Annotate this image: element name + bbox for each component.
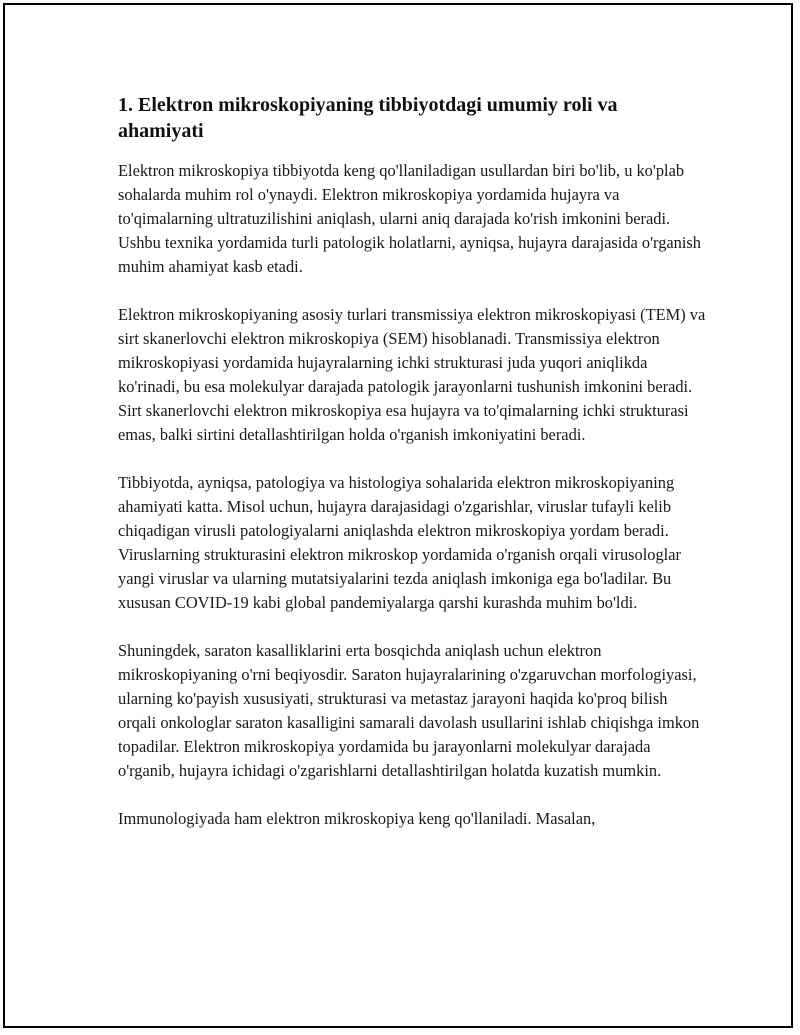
paragraph-oncology: Shuningdek, saraton kasalliklarini erta bosqichda aniqlash uchun elektron mikroskopiyaning o'rni beqiyosdir. Saraton hujayralarining o'zgaruvchan morfologiyasi, ularning ko'payish xususiyati, strukturasi va metastaz jarayoni haqida ko'proq bilish orqali onkologlar saraton kasalligini samarali davolash usullarini ishlab chiqishga imkon topadilar. Elektron mikroskopiya yordamida bu jarayonlarni molekulyar darajada o'rganib, hujayra ichidagi o'zgarishlarni detallashtirilgan holatda kuzatish mumkin. [118,641,700,780]
paragraph-tem-sem: Elektron mikroskopiyaning asosiy turlari transmissiya elektron mikroskopiyasi (TEM) va sirt skanerlovchi elektron mikroskopiya (SEM) hisoblanadi. Transmissiya elektron mikroskopiyasi yordamida hujayralarning ichki strukturasi juda yuqori aniqlikda ko'rinadi, bu esa molekulyar darajada patologik jarayonlarni tushunish imkonini beradi. Sirt skanerlovchi elektron mikroskopiya esa hujayra va to'qimalarning ichki strukturasi emas, balki sirtini detallashtirilgan holda o'rganish imkoniyatini beradi. [118,305,706,444]
document-body [118,92,708,855]
paragraph-immunology: Immunologiyada ham elektron mikroskopiya keng qo'llaniladi. Masalan, [118,809,596,828]
section-heading: 1. Elektron mikroskopiyaning tibbiyotdagi umumiy roli va ahamiyati [118,94,618,142]
paragraph-pathology: Tibbiyotda, ayniqsa, patologiya va histologiya sohalarida elektron mikroskopiyaning ahamiyati katta. Misol uchun, hujayra darajasidagi o'zgarishlar, viruslar tufayli kelib chiqadigan virusli patologiyalarni aniqlashda elektron mikroskopiya yordam beradi. Viruslarning strukturasini elektron mikroskop yordamida o'rganish orqali virusologlar yangi viruslar va ularning mutatsiyalarini tezda aniqlash imkoniga ega bo'ladilar. Bu xususan COVID-19 kabi global pandemiyalarga qarshi kurashda muhim bo'ldi. [118,473,681,612]
paragraph-intro: Elektron mikroskopiya tibbiyotda keng qo'llaniladigan usullardan biri bo'lib, u ko'plab sohalarda muhim rol o'ynaydi. Elektron mikroskopiya yordamida hujayra va to'qimalarning ultratuzilishini aniqlash, ularni aniq darajada ko'rish imkonini beradi. Ushbu texnika yordamida turli patologik holatlarni, ayniqsa, hujayra darajasida o'rganish muhim ahamiyat kasb etadi. [118,161,702,276]
